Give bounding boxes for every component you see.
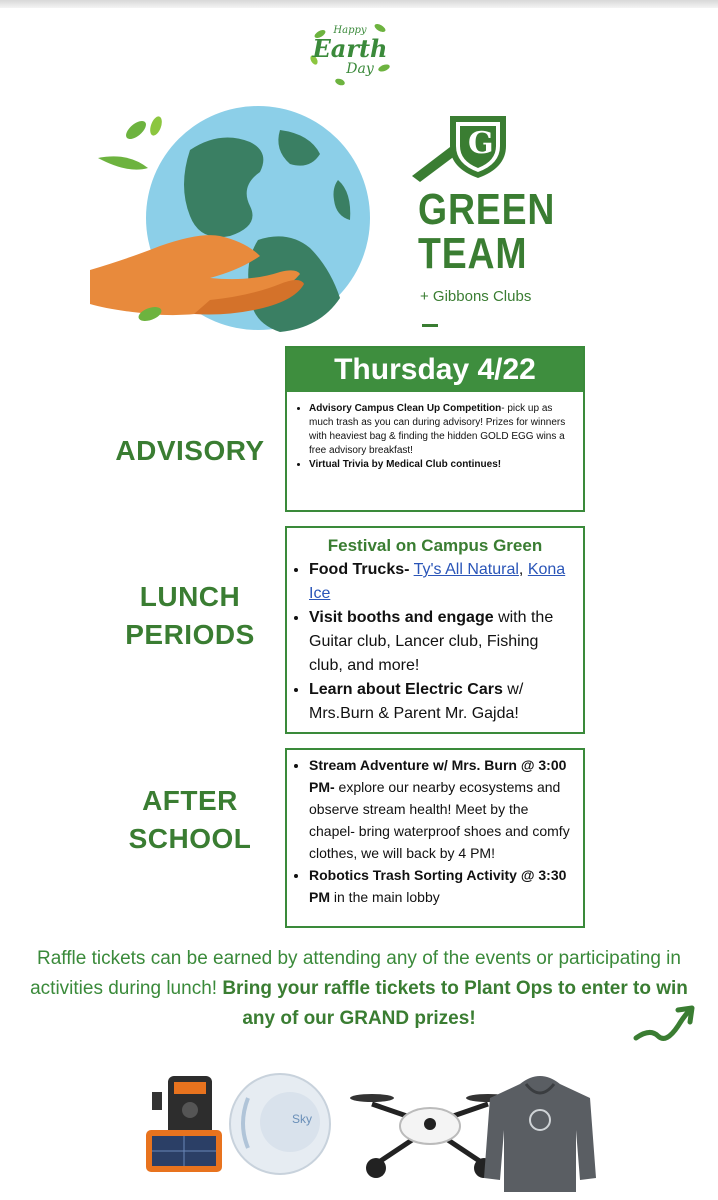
- sky-projector-icon: [230, 1074, 330, 1174]
- team-title-line2: TEAM: [418, 229, 528, 278]
- advisory-item1-bold: Advisory Campus Clean Up Competition: [309, 403, 502, 414]
- raffle-bold: Bring your raffle tickets to Plant Ops to enter to win any of our GRAND prizes!: [222, 978, 688, 1029]
- lunch-box: [285, 526, 585, 734]
- advisory-item2-text: Virtual Trivia by Medical Club continues!: [309, 459, 502, 470]
- lunch-list: [287, 558, 583, 726]
- raffle-intro: Raffle tickets can be earned by attending any of the events or participating in activities during lunch!: [30, 948, 681, 999]
- earth-day-day: Day: [346, 61, 374, 77]
- earth-day-happy: Happy: [333, 25, 367, 36]
- cars-bold: Learn about Electric Cars: [309, 681, 503, 698]
- tys-all-natural-link[interactable]: Ty's All Natural: [413, 561, 519, 578]
- booths-text: with the Guitar club, Lancer club, Fishing club, and more!: [309, 609, 554, 674]
- list-item: [309, 678, 575, 726]
- hoodie-icon: [484, 1076, 596, 1192]
- swoosh-arrow-icon: [632, 1004, 696, 1044]
- day-heading: Thursday 4/22: [287, 348, 583, 392]
- lunch-label: [100, 578, 280, 654]
- top-border: [0, 0, 718, 8]
- after-school-label: [100, 782, 280, 858]
- prizes-illustration: [140, 1064, 600, 1194]
- team-title-line1: GREEN: [418, 185, 556, 234]
- after-label-line1: AFTER: [142, 785, 238, 816]
- earth-day-logo: [300, 20, 400, 92]
- booths-bold: Visit booths and engage: [309, 609, 494, 626]
- lunch-label-line1: LUNCH: [139, 581, 241, 612]
- gibbons-shield-logo: [410, 112, 550, 182]
- cars-text: w/ Mrs.Burn & Parent Mr. Gajda!: [309, 681, 524, 722]
- list-item: [309, 754, 577, 864]
- green-team-title: [418, 185, 556, 278]
- prizes-row: [140, 1064, 600, 1194]
- list-item: [309, 864, 577, 908]
- globe-icon: [90, 100, 390, 332]
- speaker-label: Sky: [292, 1112, 313, 1126]
- after-label-line2: SCHOOL: [128, 823, 252, 854]
- kona-ice-link[interactable]: Kona Ice: [309, 561, 566, 602]
- list-item: [309, 402, 571, 458]
- robotics-text: in the main lobby: [330, 889, 440, 905]
- list-item: [309, 558, 575, 606]
- list-item: [309, 458, 571, 472]
- raffle-text: [30, 944, 688, 1034]
- robotics-bold: Robotics Trash Sorting Activity @ 3:30 PM: [309, 867, 567, 905]
- stream-text: explore our nearby ecosystems and observe stream health! Meet by the chapel- bring waterproof shoes and comfy clothes, we will back by 4 PM!: [309, 779, 570, 861]
- lunch-label-line2: PERIODS: [125, 619, 255, 650]
- food-separator: ,: [518, 561, 524, 578]
- earth-day-earth: Earth: [312, 34, 388, 63]
- logo-letter: G: [468, 126, 494, 161]
- after-school-list: [287, 754, 583, 908]
- food-label: Food Trucks-: [309, 561, 410, 578]
- advisory-item1-text: - pick up as much trash as you can during advisory! Prizes for winners with heaviest bag & finding the hidden GOLD EGG wins a free advisory breakfast!: [309, 403, 566, 456]
- festival-title: Festival on Campus Green: [327, 536, 543, 555]
- advisory-label: ADVISORY: [115, 435, 265, 466]
- globe-hands-illustration: [90, 100, 390, 332]
- team-subtitle: + Gibbons Clubs: [420, 288, 532, 305]
- solar-power-bank-icon: [146, 1076, 222, 1172]
- divider-dash: [422, 324, 438, 327]
- list-item: [309, 606, 575, 678]
- after-school-box: [285, 748, 585, 928]
- advisory-box: [285, 346, 585, 512]
- advisory-list: [287, 402, 583, 472]
- stream-bold: Stream Adventure w/ Mrs. Burn @ 3:00 PM-: [309, 757, 567, 795]
